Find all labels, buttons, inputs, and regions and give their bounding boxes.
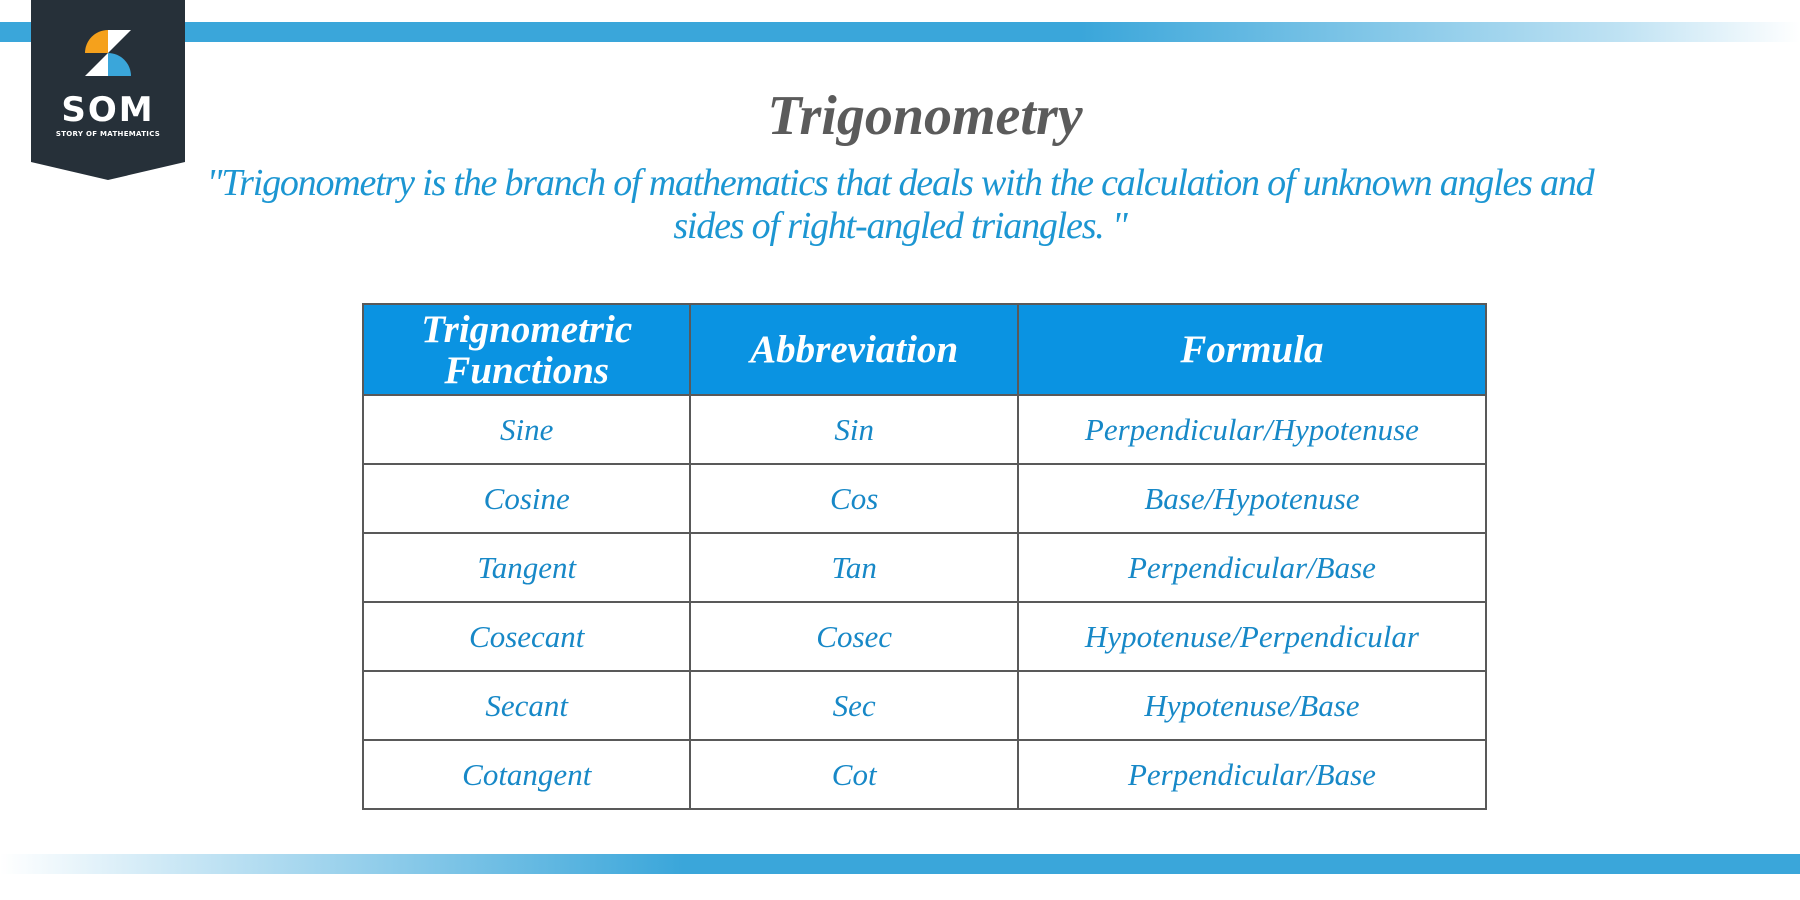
function-cell: Cotangent (363, 740, 690, 809)
function-cell: Tangent (363, 533, 690, 602)
header-formula: Formula (1018, 304, 1486, 395)
formula-cell: Hypotenuse/Base (1018, 671, 1486, 740)
function-cell: Sine (363, 395, 690, 464)
abbreviation-cell: Cosec (690, 602, 1017, 671)
table-row (363, 395, 1486, 464)
table-row (363, 602, 1486, 671)
function-cell: Secant (363, 671, 690, 740)
formula-cell: Hypotenuse/Perpendicular (1018, 602, 1486, 671)
page-title: Trigonometry (767, 85, 1083, 147)
table-header-row (363, 304, 1486, 395)
table-row (363, 533, 1486, 602)
abbreviation-cell: Sec (690, 671, 1017, 740)
formula-cell: Perpendicular/Base (1018, 740, 1486, 809)
table-row (363, 671, 1486, 740)
abbreviation-cell: Cos (690, 464, 1017, 533)
trig-functions-table (362, 303, 1487, 810)
formula-cell: Perpendicular/Hypotenuse (1018, 395, 1486, 464)
logo-wordmark: SOM (61, 90, 155, 130)
function-cell: Cosine (363, 464, 690, 533)
abbreviation-cell: Tan (690, 533, 1017, 602)
formula-cell: Perpendicular/Base (1018, 533, 1486, 602)
bottom-accent-band (0, 854, 1800, 874)
logo-tagline: STORY OF MATHEMATICS (55, 130, 161, 138)
formula-cell: Base/Hypotenuse (1018, 464, 1486, 533)
header-functions: Trignometric Functions (363, 304, 690, 395)
header-abbreviation: Abbreviation (690, 304, 1017, 395)
top-accent-band (0, 22, 1800, 42)
table-row (363, 740, 1486, 809)
table-row (363, 464, 1486, 533)
abbreviation-cell: Sin (690, 395, 1017, 464)
function-cell: Cosecant (363, 602, 690, 671)
abbreviation-cell: Cot (690, 740, 1017, 809)
definition-quote: "Trigonometry is the branch of mathematics that deals with the calculation of unknown angles and sides of right-angled triangles. " (206, 162, 1594, 247)
